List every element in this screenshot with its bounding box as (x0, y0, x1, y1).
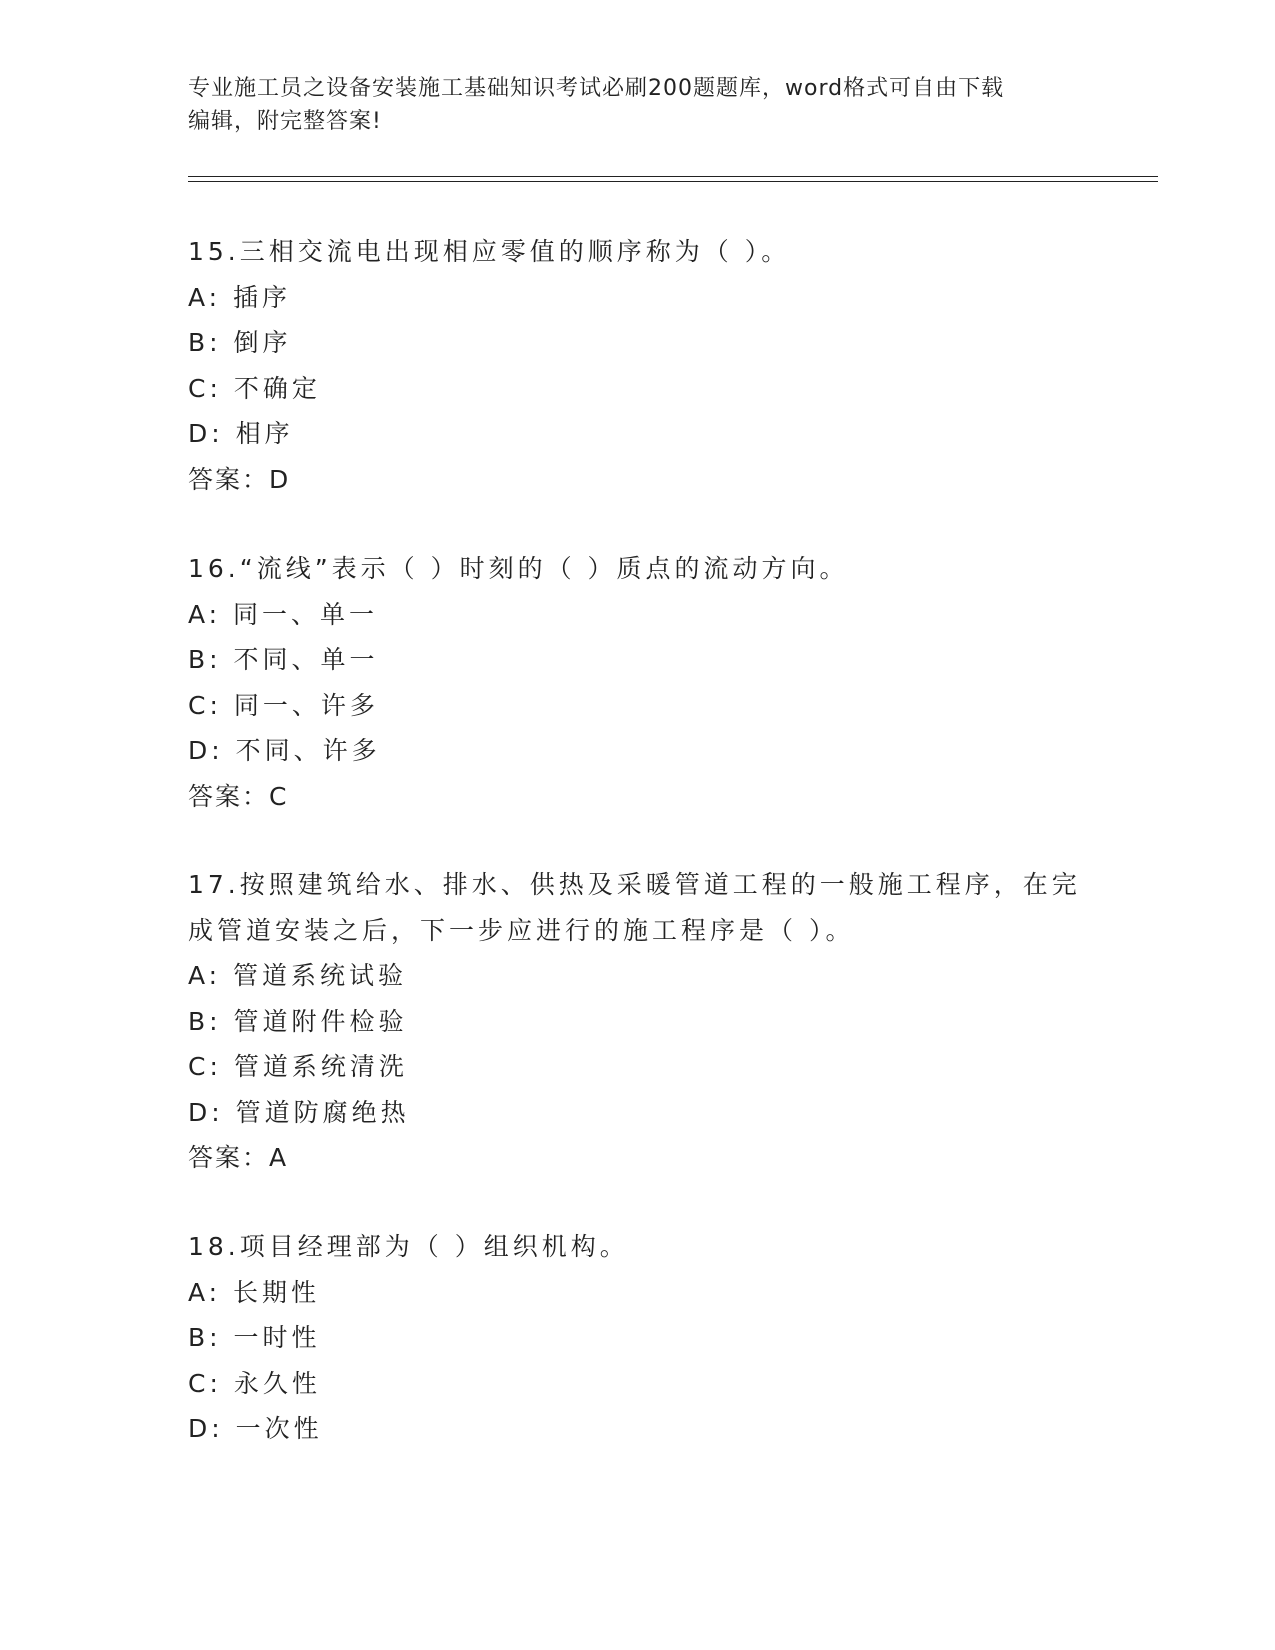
option-b: B: 倒序 (188, 328, 292, 357)
option-a: A: 管道系统试验 (188, 961, 408, 990)
option-a: A: 长期性 (188, 1277, 321, 1307)
question-17 (188, 862, 1168, 1181)
answer: 答案：D (188, 464, 291, 494)
answer: 答案：C (188, 781, 289, 811)
option-b: B: 一时性 (188, 1323, 321, 1352)
option-a: A: 插序 (188, 282, 292, 312)
question-stem: 18.项目经理部为（ ）组织机构。 (188, 1232, 629, 1261)
header-divider-top (188, 176, 1158, 177)
question-15 (188, 229, 1168, 502)
answer: 答案：A (188, 1143, 289, 1172)
option-d: D: 一次性 (188, 1414, 323, 1443)
question-18 (188, 1224, 1168, 1452)
option-c: C: 管道系统清洗 (188, 1052, 408, 1081)
option-d: D: 管道防腐绝热 (188, 1097, 410, 1127)
option-d: D: 相序 (188, 419, 294, 448)
question-stem: 15.三相交流电出现相应零值的顺序称为（ ）。 (188, 237, 791, 266)
option-c: C: 不确定 (188, 373, 321, 403)
option-c: C: 永久性 (188, 1368, 321, 1398)
question-stem-line-2: 成管道安装之后，下一步应进行的施工程序是（ ）。 (188, 915, 855, 945)
option-b: B: 不同、单一 (188, 645, 379, 674)
document-header: 专业施工员之设备安装施工基础知识考试必刷200题题库，word格式可自由下载 编辑，附完整答案! (188, 76, 1005, 134)
option-b: B: 管道附件检验 (188, 1006, 408, 1036)
option-c: C: 同一、许多 (188, 690, 379, 720)
header-divider-bottom (188, 181, 1158, 182)
question-stem-line-1: 17.按照建筑给水、排水、供热及采暖管道工程的一般施工程序，在完 (188, 870, 1081, 899)
option-d: D: 不同、许多 (188, 736, 381, 765)
question-stem: 16.“流线”表示（ ）时刻的（ ）质点的流动方向。 (188, 554, 849, 583)
option-a: A: 同一、单一 (188, 599, 379, 629)
question-16 (188, 546, 1168, 819)
